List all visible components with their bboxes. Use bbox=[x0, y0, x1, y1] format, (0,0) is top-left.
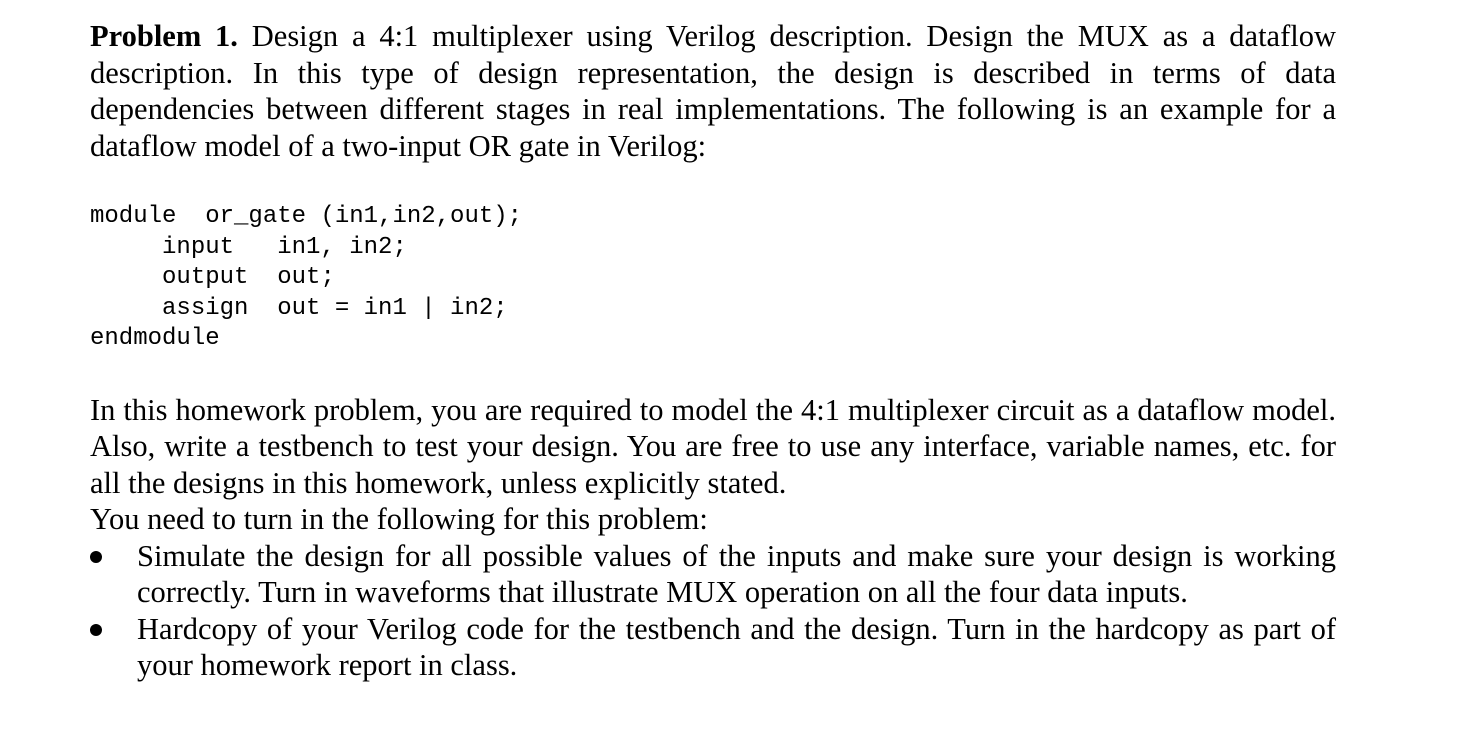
turn-in-list bbox=[90, 538, 1336, 684]
list-item bbox=[90, 538, 1336, 611]
document-page bbox=[90, 18, 1336, 684]
problem-intro: Design a 4:1 multiplexer using Verilog description. Design the MUX as a dataflow description. In this type of design representation, the design is described in terms of data dependencies between different stages in real implementations. The following is an example for a dataflow model of a two-input OR gate in Verilog: bbox=[90, 19, 1336, 163]
turn-in-heading: You need to turn in the following for this problem: bbox=[90, 502, 708, 536]
bullet-icon bbox=[90, 551, 102, 563]
code-line: assign out = in1 | in2; bbox=[90, 294, 508, 322]
code-line: module or_gate (in1,in2,out); bbox=[90, 203, 523, 230]
code-line: input in1, in2; bbox=[90, 233, 407, 261]
list-item bbox=[90, 611, 1336, 684]
list-item-text: Simulate the design for all possible values of the inputs and make sure your design is working correctly. Turn in waveforms that illustrate MUX operation on all the four data inputs. bbox=[137, 538, 1336, 609]
problem-label: Problem 1. bbox=[90, 19, 238, 53]
verilog-code-example bbox=[90, 202, 1336, 355]
code-line: output out; bbox=[90, 264, 335, 291]
code-line: endmodule bbox=[90, 325, 220, 352]
homework-paragraph: In this homework problem, you are required to model the 4:1 multiplexer circuit as a dataflow model. Also, write a testbench to test your design. You are free to use any interface, variable names, etc. for all the designs in this homework, unless explicitly stated. bbox=[90, 392, 1336, 500]
spacer bbox=[90, 355, 1336, 392]
list-item-text: Hardcopy of your Verilog code for the testbench and the design. Turn in the hardcopy as part of your homework report in class. bbox=[137, 611, 1336, 682]
bullet-icon bbox=[90, 624, 102, 636]
problem-statement bbox=[90, 18, 1336, 164]
